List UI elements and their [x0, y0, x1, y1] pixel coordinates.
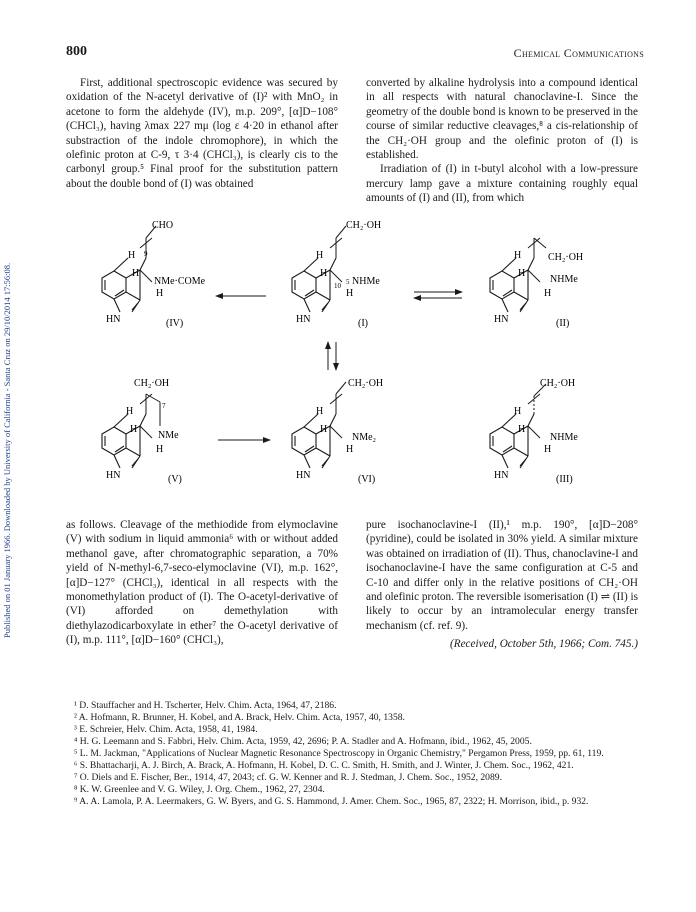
v-side-group: NMe: [158, 430, 179, 441]
ii-nh: HN: [494, 314, 509, 325]
iv-nh: HN: [106, 314, 121, 325]
i-label: (I): [358, 318, 368, 329]
iii-label: (III): [556, 474, 573, 485]
vi-h3: H: [346, 444, 354, 455]
ii-side-group: NHMe: [550, 274, 578, 285]
reference-4: ⁴ H. G. Leemann and S. Fabbri, Helv. Chim. Acta, 1959, 42, 2696; P. A. Stadler and A. Hofmann, ibid., 1962, 45, 2005.: [74, 736, 532, 747]
download-notice: [2, 90, 16, 810]
vi-top-group: CH₂·OH: [348, 378, 384, 389]
vi-h1: H: [316, 406, 324, 417]
reaction-scheme: [66, 218, 636, 508]
column-top-right: [366, 76, 638, 206]
compound-V: [102, 378, 182, 485]
column-bottom-right: [366, 518, 638, 652]
journal-title: Chemical Communications: [513, 46, 644, 60]
iv-h3: H: [156, 288, 164, 299]
v-h1: H: [126, 406, 134, 417]
iii-nh: HN: [494, 470, 509, 481]
iii-h1: H: [514, 406, 522, 417]
column-top-left: [66, 76, 338, 191]
reference-8: ⁸ K. W. Greenlee and V. G. Wiley, J. Org. Chem., 1962, 27, 2304.: [74, 784, 325, 795]
reference-3: ³ E. Schreier, Helv. Chim. Acta, 1958, 41, 1984.: [74, 724, 258, 735]
reference-2: ² A. Hofmann, R. Brunner, H. Kobel, and A. Brack, Helv. Chim. Acta, 1957, 40, 1358.: [74, 712, 405, 723]
compound-I: [292, 220, 381, 329]
download-notice-text: Published on 01 January 1966. Downloaded by University of California - Santa Cruz on 29/10/2014 17:56:08.: [2, 262, 12, 638]
ii-h3: H: [544, 288, 552, 299]
received-date: (Received, October 5th, 1966; Com. 745.): [450, 638, 638, 651]
reference-7: ⁷ O. Diels and E. Fischer, Ber., 1914, 47, 2043; cf. G. W. Kenner and R. J. Stedman, J. Chem. Soc., 1952, 2089.: [74, 772, 502, 783]
v-h2: H: [130, 424, 138, 435]
iv-side-group: NMe·COMe: [154, 276, 206, 287]
v-locant: 7: [162, 402, 166, 410]
iv-h1: H: [128, 250, 136, 261]
reference-5: ⁵ L. M. Jackman, "Applications of Nuclear Magnetic Resonance Spectroscopy in Organic Chemistry," Pergamon Press, 1959, pp. 61, 119.: [74, 748, 604, 759]
paragraph-top-right-1: converted by alkaline hydrolysis into a compound identical in all respects with natural chanoclavine-I. Since the geometry of the double bond is known to be preserved in the course of similar reductive cleavages,⁸ a cis-relationship of the CH₂·OH group and the olefinic proton of (I) is established.: [366, 77, 638, 162]
i-h2: H: [320, 268, 328, 279]
paragraph-top-right-2: Irradiation of (I) in t-butyl alcohol with a low-pressure mercury lamp gave a mixture containing roughly equal amounts of (I) and (II), from which: [366, 163, 638, 205]
v-h3: H: [156, 444, 164, 455]
reference-1: ¹ D. Stauffacher and H. Tscherter, Helv. Chim. Acta, 1964, 47, 2186.: [74, 700, 337, 711]
compound-IV: [102, 220, 206, 329]
v-top-group: CH₂·OH: [134, 378, 170, 389]
vi-side-group: NMe₂: [352, 432, 377, 443]
page-number: 800: [66, 44, 87, 59]
paragraph-bottom-left: as follows. Cleavage of the methiodide from elymoclavine (V) with sodium in liquid ammonia⁶ with or without added methanol gave, after chromatographic separation, a 70% yield of N-methyl-6,7-seco-elymoclavine (VI), m.p. 162°, [α]D−127° (CHCl₃), identical in all respects with the monomethylation product of (I). The O-acetyl-derivative of (VI) afforded on demethylation with diethylazodicarboxylate in ether⁷ the O-acetyl derivative of (I), m.p. 111°, [α]D−160° (CHCl₃),: [66, 519, 338, 647]
i-h1: H: [316, 250, 324, 261]
compound-III: [490, 378, 578, 485]
reference-6: ⁶ S. Bhattacharji, A. J. Birch, A. Brack, A. Hofmann, H. Kobel, D. C. C. Smith, H. Smith, and J. Winter, J. Chem. Soc., 1962, 421.: [74, 760, 574, 771]
i-nh: HN: [296, 314, 311, 325]
ii-h1: H: [514, 250, 522, 261]
iv-h2: H: [132, 268, 140, 279]
iv-top-group: CHO: [152, 220, 174, 231]
paragraph-top-left: First, additional spectroscopic evidence was secured by oxidation of the N-acetyl derivative of (I)² with MnO₂ in acetone to form the aldehyde (IV), m.p. 209°, [α]D−108° (CHCl₃), having λmax 227 mμ (log ε 4·20 in ethanol after substraction of the indole chromophore), in which the olefinic proton at C-9, τ 3·4 (CHCl₃), is clearly cis to the carbonyl group.⁵ Final proof for the substitution pattern about the double bond of (I) was obtained: [66, 77, 338, 190]
vi-h2: H: [320, 424, 328, 435]
i-h3: H: [346, 288, 354, 299]
reference-9: ⁹ A. A. Lamola, P. A. Leermakers, G. W. Byers, and G. S. Hammond, J. Amer. Chem. Soc., 1965, 87, 2322; H. Morrison, ibid., p. 932.: [74, 796, 589, 807]
paragraph-bottom-right: pure isochanoclavine-I (II),¹ m.p. 190°, [α]D−208° (pyridine), could be isolated in 30% yield. A similar mixture was obtained on irradiation of (II). Thus, chanoclavine-I and isochanoclavine-I have the same configuration at C-5 and C-10 and differ only in the relative positions of CH₂·OH and olefinic proton. The reversible isomerisation (I) ⇌ (II) is likely to occur by an intramolecular energy transfer mechanism (cf. ref. 9).: [366, 519, 638, 632]
v-nh: HN: [106, 470, 121, 481]
iv-label: (IV): [166, 318, 184, 329]
column-bottom-left: [66, 518, 338, 648]
i-top-group: CH₂·OH: [346, 220, 382, 231]
ii-top-group: CH₂·OH: [548, 252, 584, 263]
ii-label: (II): [556, 318, 570, 329]
iii-h3: H: [544, 444, 552, 455]
iii-top-group: CH₂·OH: [540, 378, 576, 389]
vi-nh: HN: [296, 470, 311, 481]
v-label: (V): [168, 474, 182, 485]
iv-locant: 9: [144, 250, 148, 258]
ii-h2: H: [518, 268, 526, 279]
vi-label: (VI): [358, 474, 376, 485]
i-locant-a: 10: [334, 282, 341, 290]
references: [66, 700, 636, 808]
i-locant-b: 5: [346, 278, 350, 286]
compound-VI: [292, 378, 383, 485]
iii-h2: H: [518, 424, 526, 435]
compound-II: [490, 238, 583, 329]
i-side-group: NHMe: [352, 276, 380, 287]
iii-side-group: NHMe: [550, 432, 578, 443]
